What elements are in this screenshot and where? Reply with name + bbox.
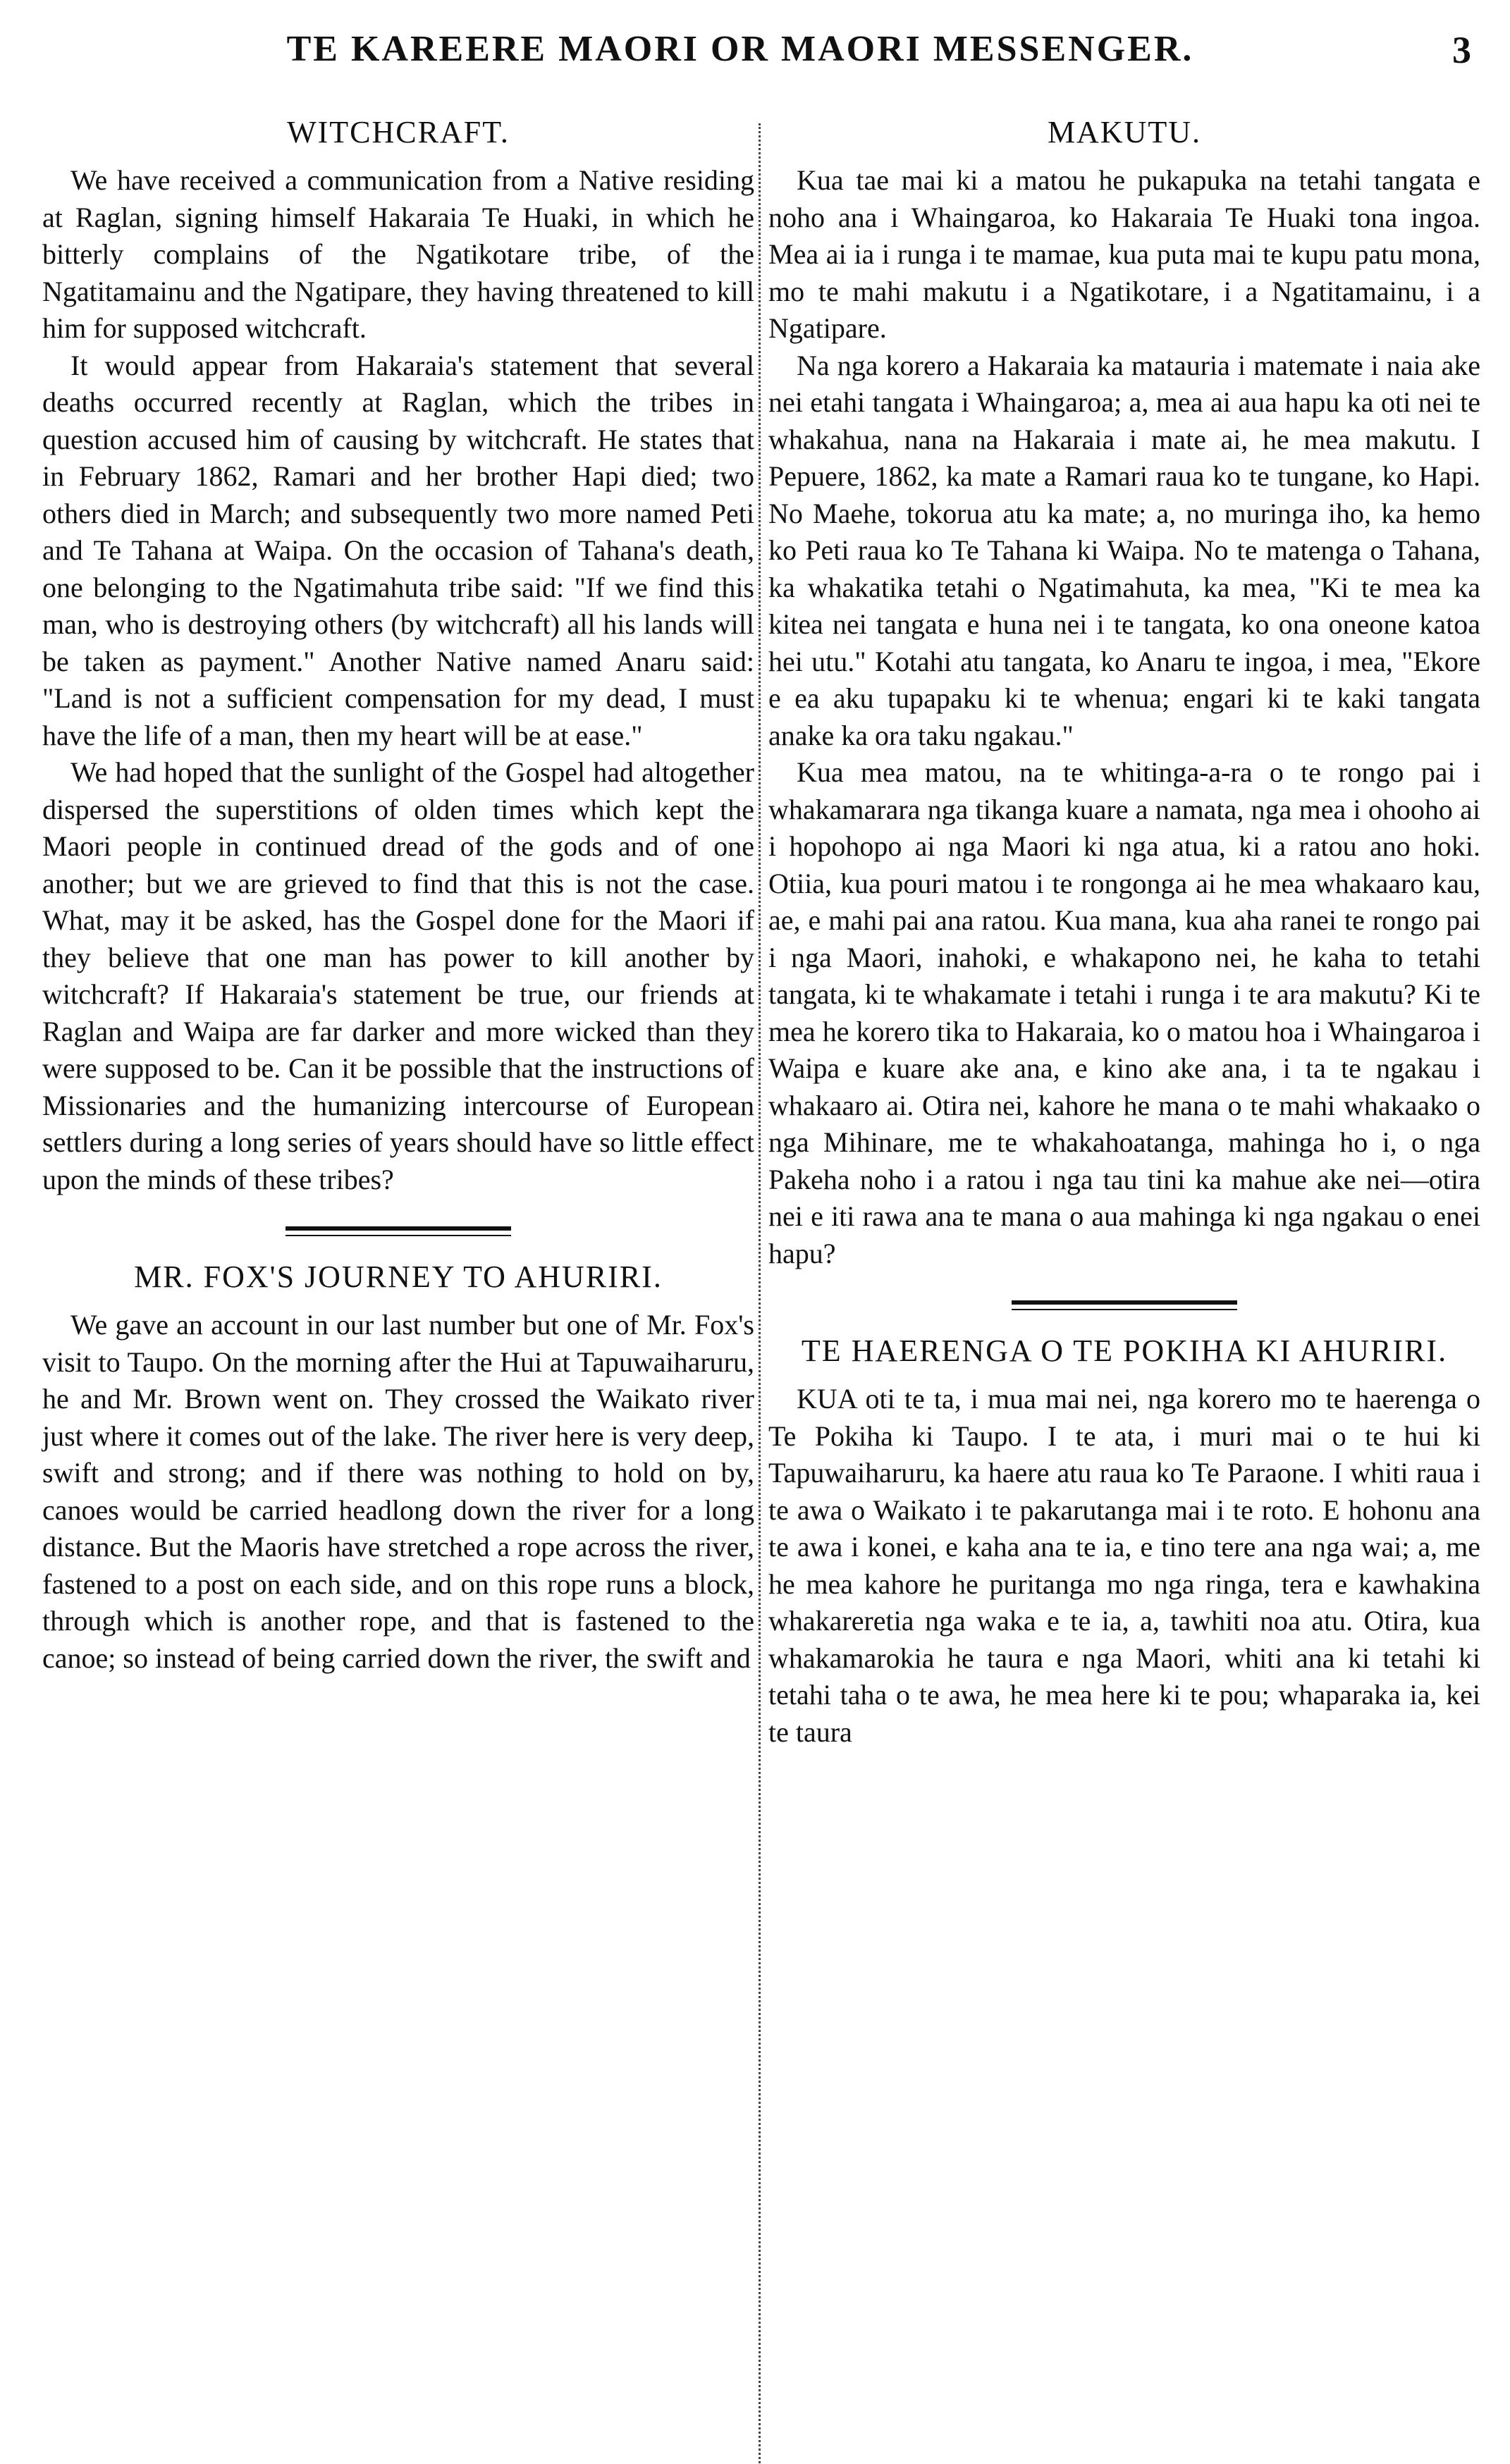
article-title-fox-journey: MR. FOX'S JOURNEY TO AHURIRI.: [134, 1259, 663, 1294]
paragraph: Na nga korero a Hakaraia ka matauria i matemate i naia ake nei etahi tangata i Whaingaroa; a, mea ai aua hapu ka oti nei te whakahua, nana na Hakaraia i mate ai, he mea makutu. I Pepuere, 1862, ka mate a Ramari raua ko te tungane, ko Hapi. No Maehe, tokorua atu ka mate; a, no muringa iho, ka hemo ko Peti raua ko Te Tahana ki Waipa. No te matenga o Tahana, ka whakatika tetahi o Ngatimahuta, ka mea, "Ki te mea ka kitea nei tangata e huna nei i te tangata, ko ona oneone katoa hei utu." Kotahi atu tangata, ko Anaru te ingoa, i mea, "Ekore e ea aku tupapaku ki te whenua; engari ki te kaki tangata anake ka ora taku ngakau.": [768, 349, 1480, 751]
article-title-te-haerenga: TE HAERENGA O TE POKIHA KI AHURIRI.: [801, 1333, 1448, 1368]
paragraph: Kua tae mai ki a matou he pukapuka na tetahi tangata e noho ana i Whaingaroa, ko Hakaraia Te Huaki tona ingoa. Mea ai ia i runga i te mamae, kua puta mai te kupu patu mona, mo te mahi makutu i a Ngatikotare, i a Ngatitamainu, i a Ngatipare.: [768, 164, 1480, 344]
paragraph: It would appear from Hakaraia's statement that several deaths occurred recently at Raglan, which the tribes in question accused him of causing by witchcraft. He states that in February 1862, Ramari and her brother Hapi died; two others died in March; and subsequently two more named Peti and Te Tahana at Waipa. On the occasion of Tahana's death, one belonging to the Ngatimahuta tribe said: "If we find this man, who is destroying others (by witchcraft) all his lands will be taken as payment." Another Native named Anaru said: "Land is not a sufficient compensation for my dead, I must have the life of a man, then my heart will be at ease.": [42, 349, 754, 751]
masthead: TE KAREERE MAORI OR MAORI MESSENGER.: [286, 29, 1194, 69]
paragraph: KUA oti te ta, i mua mai nei, nga korero mo te haerenga o Te Pokiha ki Taupo. I te ata, i muri mai o te hui ki Tapuwaiharuru, ka haere atu raua ko Te Paraone. I whiti raua i te awa o Waikato i te pakarutanga mai i te roto. E hohonu ana te awa i konei, e kaha ana te ia, e tino tere ana nga wai; a, me he mea kahore he puritanga mo nga ringa, tera e kawhakina whakareretia nga waka e te ia, a, tawhiti noa atu. Otira, kua whakamarokia he taura e nga Maori, whiti ana ki tetahi ki tetahi taha o te awa, he mea here ki te pou; whaparaka ia, kei te taura: [768, 1383, 1480, 1748]
paragraph: We gave an account in our last number but one of Mr. Fox's visit to Taupo. On the morning after the Hui at Tapuwaiharuru, he and Mr. Brown went on. They crossed the Waikato river just where it comes out of the lake. The river here is very deep, swift and strong; and if there was nothing to hold on by, canoes would be carried headlong down the river for a long distance. But the Maoris have stretched a rope across the river, fastened to a post on each side, and on this rope runs a block, through which is another rope, and that is fastened to the canoe; so instead of being carried down the river, the swift and: [42, 1309, 754, 1674]
column-divider: [759, 123, 761, 2463]
section-rule: [286, 1226, 511, 1236]
article-title-witchcraft: WITCHCRAFT.: [287, 115, 510, 149]
section-rule: [1012, 1300, 1237, 1310]
article-title-makutu: MAKUTU.: [1047, 115, 1202, 149]
right-column-maori: [768, 113, 1480, 1751]
left-column-english: [42, 113, 754, 1677]
paragraph: Kua mea matou, na te whitinga-a-ra o te rongo pai i whakamarara nga tikanga kuare a namata, nga mea i ohooho ai i hopohopo ai nga Maori ki nga atua, ki a ratou ano hoki. Otiia, kua pouri matou i te rongonga ai he mea whakaaro kau, ae, e mahi pai ana ratou. Kua mana, kua aha ranei te rongo pai i nga Maori, inahoki, e whakapono nei, he kaha to tetahi tangata, ki te whakamate i tetahi i runga i te ara makutu? Ki te mea he korero tika to Hakaraia, ko o matou hoa i Whaingaroa i Waipa e kuare ake ana, e kino ake ana, i ta te ngakau i whakaaro ai. Otira nei, kahore he mana o te mahi whakaako o nga Mihinare, me te whakahoatanga, mahinga ho i, o nga Pakeha noho i a ratou i nga tau tini ka mahue ake nei—otira nei e iti rawa ana te mana o aua mahinga ki nga ngakau o enei hapu?: [768, 756, 1480, 1269]
paragraph: We had hoped that the sunlight of the Gospel had altogether dispersed the superstitions of olden times which kept the Maori people in continued dread of the gods and of one another; but we are grieved to find that this is not the case. What, may it be asked, has the Gospel done for the Maori if they believe that one man has power to kill another by witchcraft? If Hakaraia's statement be true, our friends at Raglan and Waipa are far darker and more wicked than they were supposed to be. Can it be possible that the instructions of Missionaries and the humanizing intercourse of European settlers during a long series of years should have so little effect upon the minds of these tribes?: [42, 756, 754, 1195]
page-number: 3: [1452, 29, 1471, 71]
paragraph: We have received a communication from a Native residing at Raglan, signing himself Hakaraia Te Huaki, in which he bitterly complains of the Ngatikotare tribe, of the Ngatitamainu and the Ngatipare, they having threatened to kill him for supposed witchcraft.: [42, 164, 754, 344]
